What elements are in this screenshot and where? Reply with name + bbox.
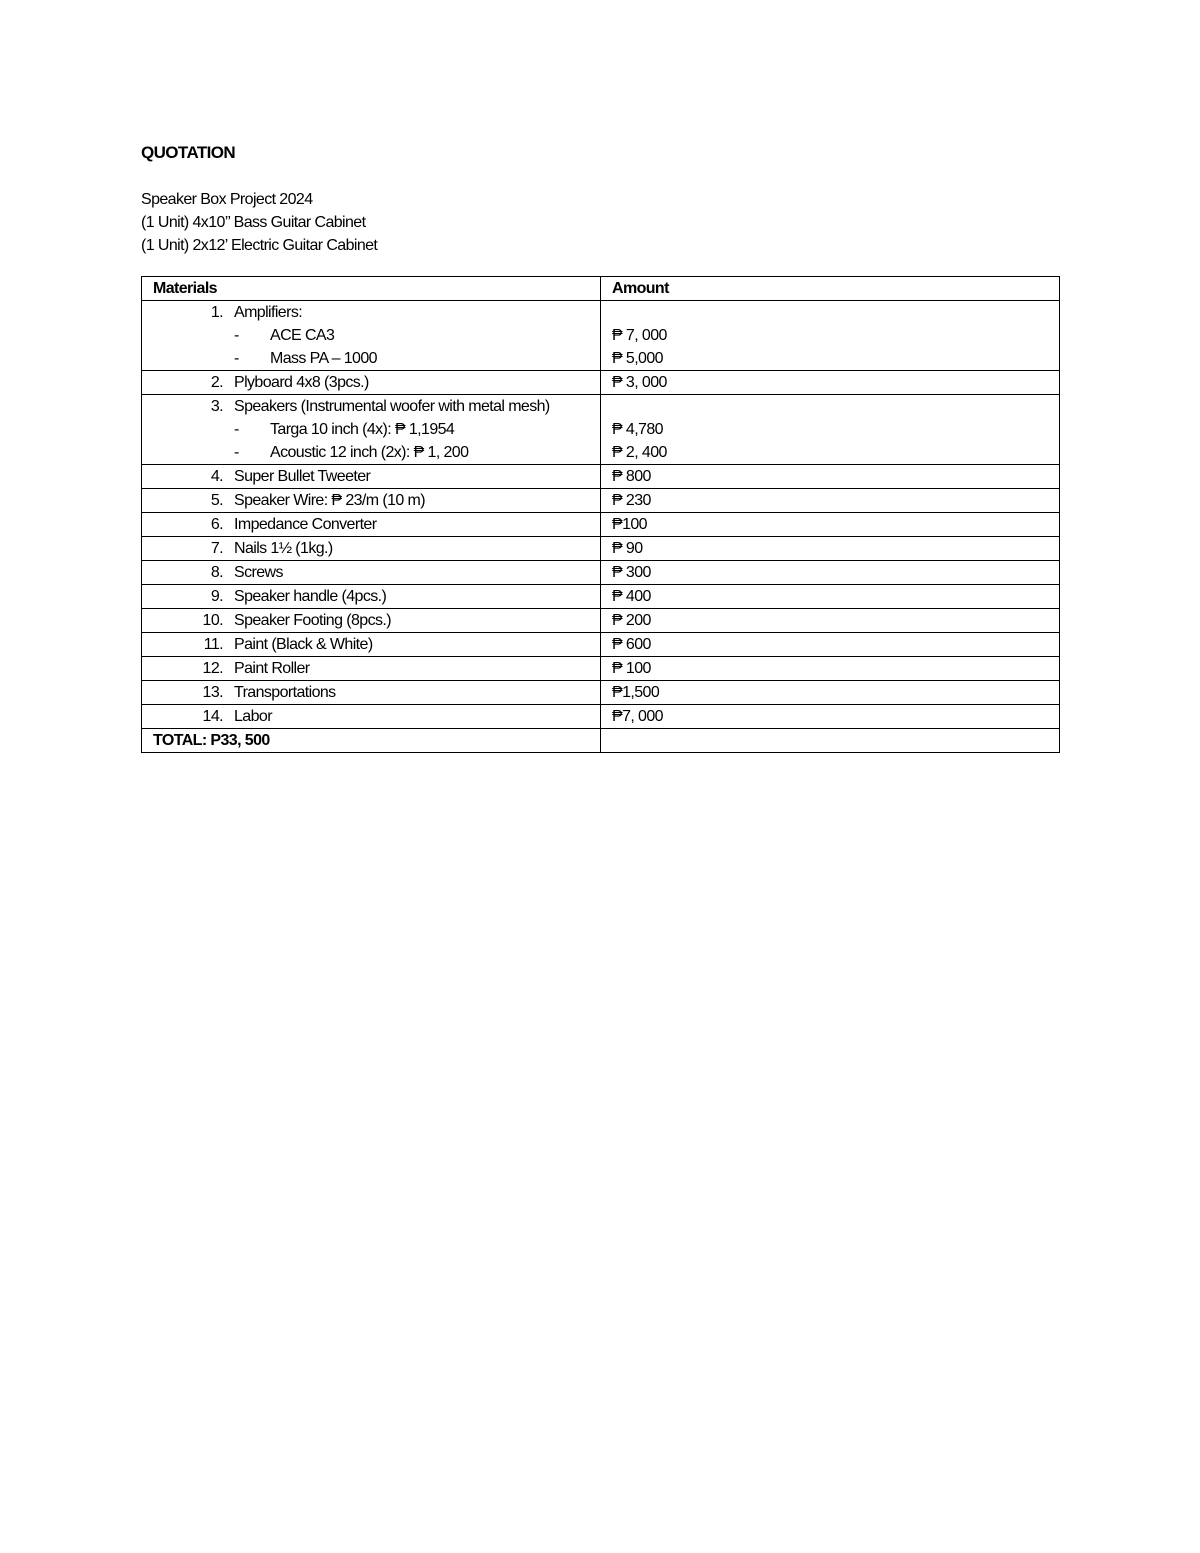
table-row [142, 465, 1060, 489]
item-number: 14. [202, 708, 223, 725]
item-number: 1. [210, 304, 223, 321]
list-item [153, 705, 600, 728]
sub-item-label: Acoustic 12 inch (2x): ₱ 1, 200 [270, 444, 469, 461]
total-label: TOTAL: P33, 500 [142, 729, 601, 753]
item-label: Labor [234, 708, 272, 725]
material-cell [142, 465, 601, 489]
subtitle-line: (1 Unit) 4x10’’ Bass Guitar Cabinet [141, 214, 366, 231]
sub-item [153, 418, 600, 441]
item-amount: ₱ 90 [612, 540, 643, 557]
amount-cell [601, 301, 1060, 371]
total-amount [601, 729, 1060, 753]
amount-cell [601, 371, 1060, 395]
material-cell [142, 705, 601, 729]
list-item [153, 561, 600, 584]
item-amount: ₱ 600 [612, 636, 651, 653]
item-number: 2. [210, 374, 223, 391]
amount-cell [601, 705, 1060, 729]
material-cell [142, 513, 601, 537]
material-cell [142, 681, 601, 705]
item-number: 13. [202, 684, 223, 701]
amount-cell [601, 395, 1060, 465]
table-row [142, 395, 1060, 465]
list-item [153, 395, 600, 418]
quotation-table [141, 276, 1060, 753]
item-amount: ₱ 100 [612, 660, 651, 677]
item-label: Paint (Black & White) [234, 636, 373, 653]
item-number: 4. [210, 468, 223, 485]
table-row [142, 489, 1060, 513]
sub-item-dash: - [234, 327, 239, 344]
table-row [142, 681, 1060, 705]
list-item [153, 371, 600, 394]
material-cell [142, 395, 601, 465]
total-row [142, 729, 1060, 753]
material-cell [142, 657, 601, 681]
sub-item-label: ACE CA3 [270, 327, 335, 344]
item-amount: ₱100 [612, 516, 647, 533]
item-amount: ₱ 300 [612, 564, 651, 581]
document-subtitle [141, 188, 377, 257]
item-label: Speaker Wire: ₱ 23/m (10 m) [234, 492, 425, 509]
table-row [142, 585, 1060, 609]
amount-cell [601, 657, 1060, 681]
table-row [142, 561, 1060, 585]
table-row [142, 301, 1060, 371]
table-row [142, 609, 1060, 633]
sub-item [153, 347, 600, 370]
item-label: Impedance Converter [234, 516, 377, 533]
item-label: Nails 1½ (1kg.) [234, 540, 333, 557]
table-row [142, 705, 1060, 729]
sub-item-label: Targa 10 inch (4x): ₱ 1,1954 [270, 421, 455, 438]
table-row [142, 513, 1060, 537]
list-item [153, 301, 600, 324]
item-amount: ₱ 400 [612, 588, 651, 605]
sub-item-amount: ₱ 4,780 [612, 421, 663, 438]
sub-item-label: Mass PA – 1000 [270, 350, 377, 367]
list-item [153, 489, 600, 512]
item-number: 7. [210, 540, 223, 557]
list-item [153, 465, 600, 488]
amount-spacer [612, 395, 1059, 418]
material-cell [142, 301, 601, 371]
item-label: Transportations [234, 684, 336, 701]
material-cell [142, 585, 601, 609]
material-cell [142, 609, 601, 633]
item-label: Amplifiers: [234, 304, 303, 321]
item-label: Screws [234, 564, 283, 581]
material-cell [142, 537, 601, 561]
list-item [153, 513, 600, 536]
sub-item-dash: - [234, 350, 239, 367]
list-item [153, 609, 600, 632]
item-label: Paint Roller [234, 660, 310, 677]
amount-cell [601, 633, 1060, 657]
sub-item [153, 324, 600, 347]
header-materials: Materials [142, 277, 601, 301]
item-number: 6. [210, 516, 223, 533]
table-row [142, 537, 1060, 561]
item-number: 9. [210, 588, 223, 605]
sub-item-amount: ₱ 5,000 [612, 350, 663, 367]
subtitle-line: Speaker Box Project 2024 [141, 191, 313, 208]
document-title: QUOTATION [141, 143, 236, 162]
amount-cell [601, 489, 1060, 513]
item-amount: ₱ 800 [612, 468, 651, 485]
material-cell [142, 633, 601, 657]
list-item [153, 681, 600, 704]
item-number: 3. [210, 398, 223, 415]
amount-cell [601, 609, 1060, 633]
table-row [142, 657, 1060, 681]
item-number: 11. [203, 636, 223, 653]
item-label: Plyboard 4x8 (3pcs.) [234, 374, 369, 391]
material-cell [142, 371, 601, 395]
material-cell [142, 489, 601, 513]
header-amount: Amount [601, 277, 1060, 301]
material-cell [142, 561, 601, 585]
list-item [153, 657, 600, 680]
item-label: Speaker handle (4pcs.) [234, 588, 387, 605]
table-header-row [142, 277, 1060, 301]
item-number: 10. [202, 612, 223, 629]
amount-cell [601, 561, 1060, 585]
item-label: Speakers (Instrumental woofer with metal mesh) [234, 398, 550, 415]
list-item [153, 633, 600, 656]
table-row [142, 633, 1060, 657]
table-body [142, 301, 1060, 729]
sub-item-amount: ₱ 7, 000 [612, 327, 667, 344]
amount-cell [601, 513, 1060, 537]
item-amount: ₱1,500 [612, 684, 660, 701]
amount-spacer [612, 301, 1059, 324]
amount-cell [601, 537, 1060, 561]
table-row [142, 371, 1060, 395]
item-number: 8. [210, 564, 223, 581]
item-number: 12. [202, 660, 223, 677]
sub-item [153, 441, 600, 464]
subtitle-line: (1 Unit) 2x12’ Electric Guitar Cabinet [141, 237, 378, 254]
item-amount: ₱ 3, 000 [612, 374, 667, 391]
amount-cell [601, 465, 1060, 489]
sub-item-dash: - [234, 444, 239, 461]
item-label: Speaker Footing (8pcs.) [234, 612, 391, 629]
sub-item-amount: ₱ 2, 400 [612, 444, 667, 461]
sub-item-dash: - [234, 421, 239, 438]
amount-cell [601, 681, 1060, 705]
list-item [153, 585, 600, 608]
amount-cell [601, 585, 1060, 609]
item-number: 5. [210, 492, 223, 509]
item-amount: ₱ 200 [612, 612, 651, 629]
list-item [153, 537, 600, 560]
item-amount: ₱ 230 [612, 492, 651, 509]
item-amount: ₱7, 000 [612, 708, 663, 725]
item-label: Super Bullet Tweeter [234, 468, 371, 485]
